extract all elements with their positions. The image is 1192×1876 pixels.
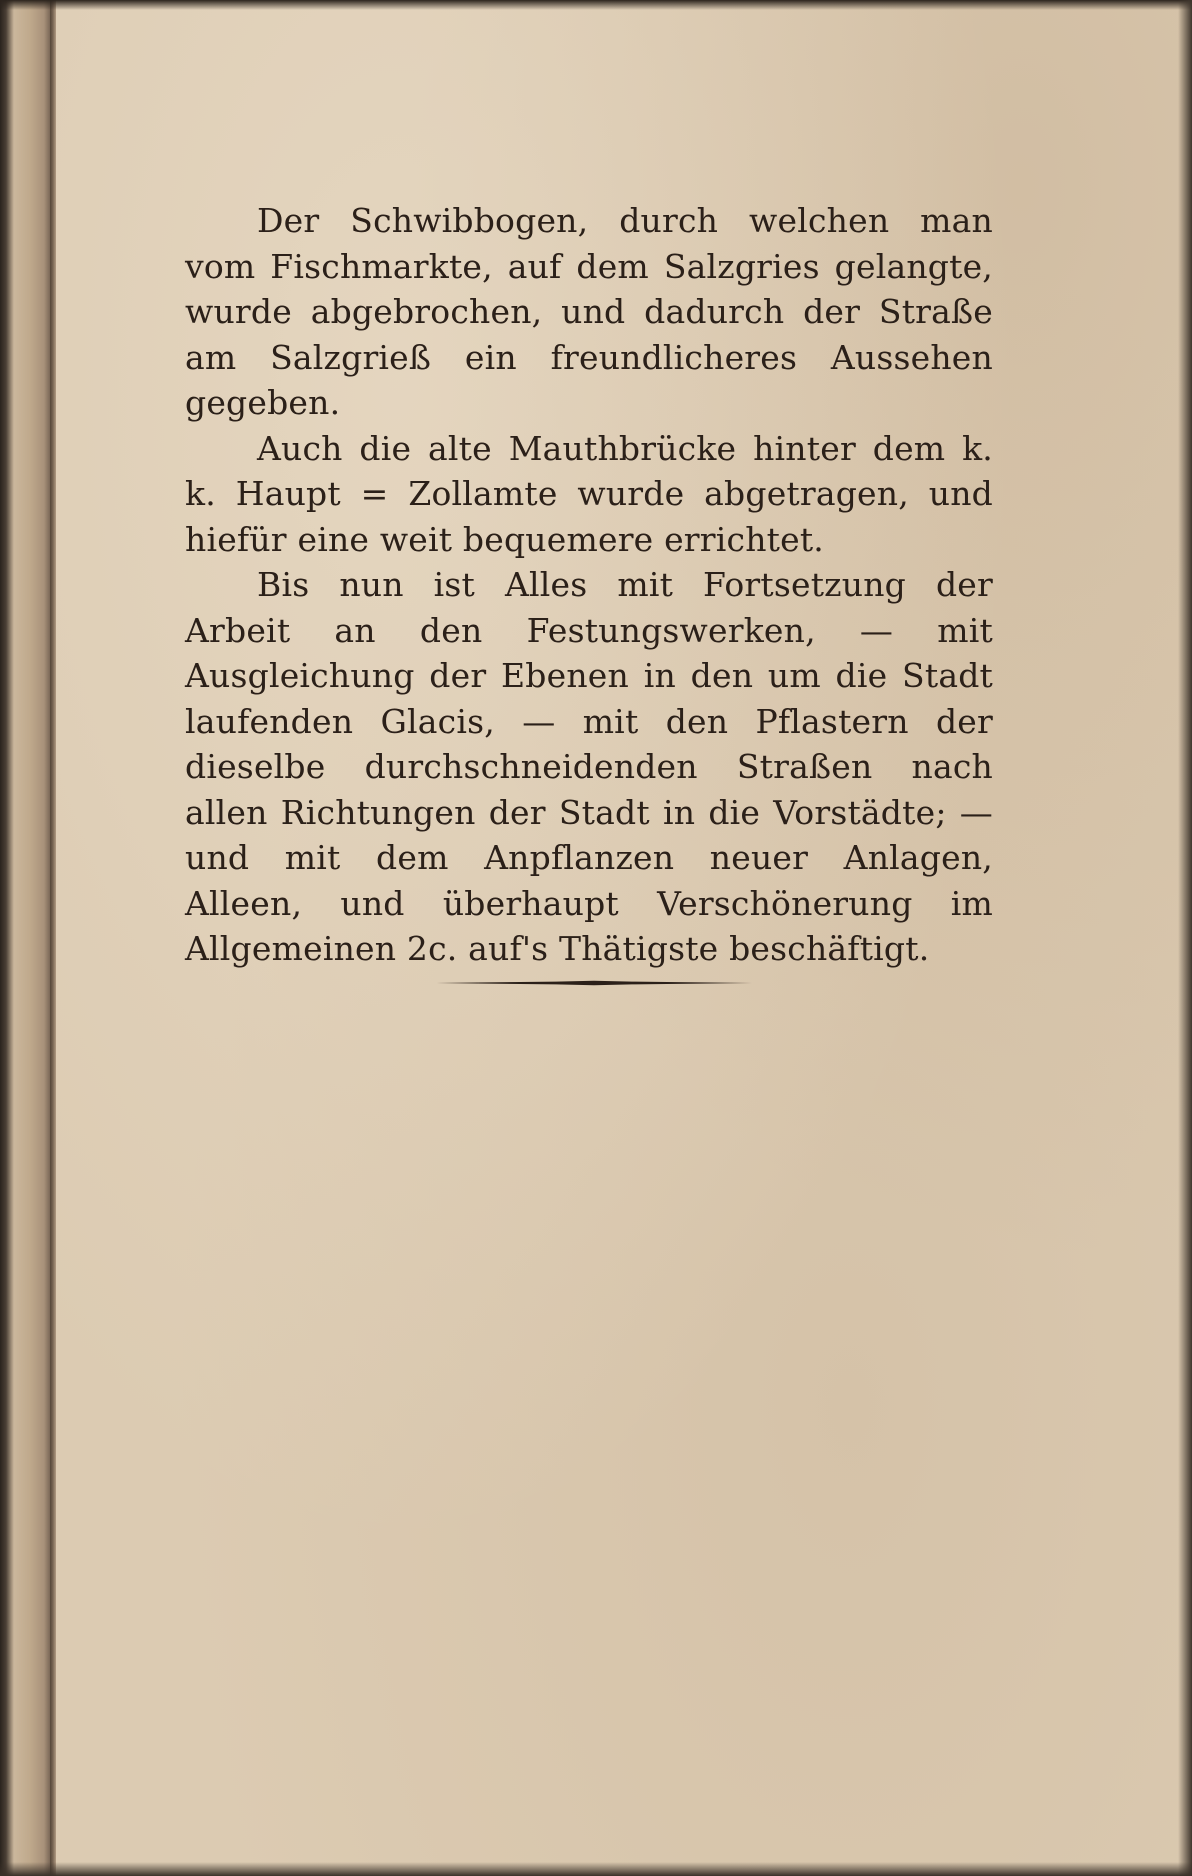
paragraph-schwibbogen: Der Schwibbogen, durch welchen man vom Fischmarkte, auf dem Salzgries gelangte, wurde abgebrochen, und dadurch der Straße am Salzgrieß ein freundlicheres Aussehen gegeben.: [185, 201, 993, 422]
paragraph-mauthbruecke: Auch die alte Mauthbrücke hinter dem k. k. Haupt = Zollamte wurde abgetragen, und hiefür eine weit bequemere errichtet.: [185, 428, 993, 559]
paragraph-festungswerke: Bis nun ist Alles mit Fortsetzung der Arbeit an den Festungswerken, — mit Ausgleichung der Ebenen in den um die Stadt laufenden Glacis, — mit den Pflastern der dieselbe durchschneidenden Straßen nach allen Richtungen der Stadt in die Vorstädte; — und mit dem Anpflanzen neuer Anlagen, Alleen, und überhaupt Verschönerung im Allgemeinen 2c. auf's Thätigste beschäftigt.: [185, 565, 993, 968]
section-end-rule: [436, 980, 752, 986]
spine-edge: [50, 0, 56, 1876]
top-edge-shadow: [0, 0, 1192, 10]
right-edge-shadow: [1178, 0, 1192, 1876]
body-text: [185, 198, 993, 972]
bottom-edge-shadow: [0, 1862, 1192, 1876]
rule-ornament-icon: [436, 980, 752, 986]
